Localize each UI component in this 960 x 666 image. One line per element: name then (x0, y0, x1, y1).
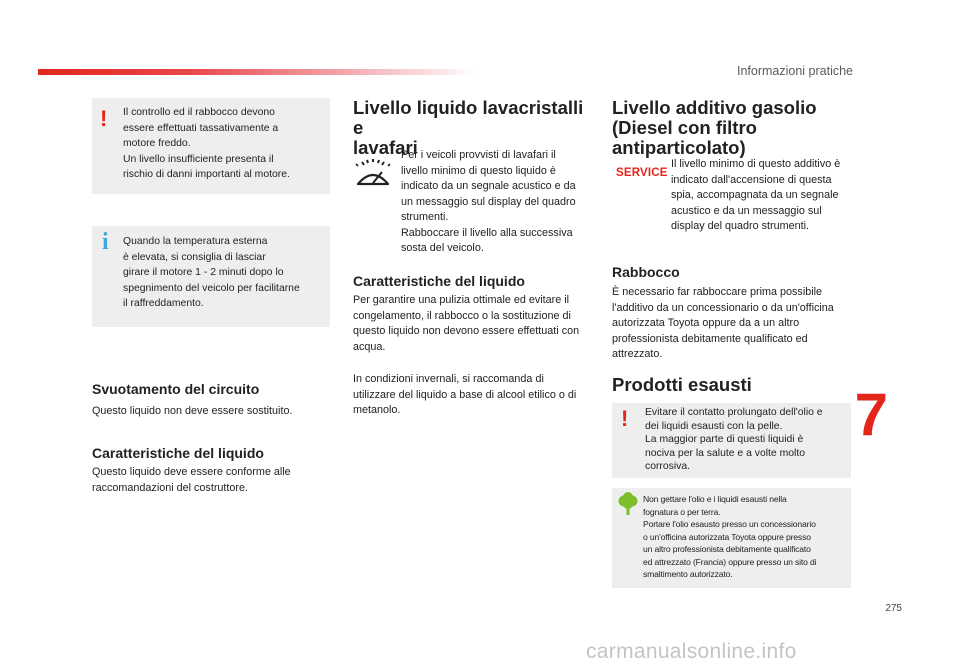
info-icon: i (102, 229, 109, 255)
section-text-svuotamento: Questo liquido non deve essere sostituito. (92, 405, 293, 417)
environment-text: Non gettare l'olio e i liquidi esausti nella fognatura o per terra. Portare l'olio esausto presso un concessionario o un'officina autorizzata Toyota oppure presso un altro professionista debitamente qualificato ed attrezzato (Francia) oppure presso un sito di smaltimento autorizzato. (643, 494, 817, 579)
section-title-prodotti-esausti: Prodotti esausti (612, 374, 752, 395)
prodotti-warning-text: Evitare il contatto prolungato dell'olio e dei liquidi esausti con la pelle. La maggior parte di questi liquidi è nociva per la salute e a volte molto corrosiva. (645, 407, 823, 472)
section-title-caratteristiche-left: Caratteristiche del liquido (92, 445, 264, 461)
warning-box-engine-cold (92, 98, 330, 194)
watermark: carmanualsonline.info (586, 640, 797, 663)
caratteristiche-middle-para1: Per garantire una pulizia ottimale ed evitare il congelamento, il rabbocco o la sostituzione di questo liquido non devono essere effettuati con acqua. (353, 294, 580, 353)
additivo-intro-text: Il livello minimo di questo additivo è indicato dall'accensione di questa spia, accompagnata da un segnale acustico e da un messaggio sul display del quadro strumenti. (671, 158, 841, 232)
washer-fluid-icon (352, 150, 394, 190)
warning-box-prodotti-esausti (612, 403, 851, 478)
warning-text: Il controllo ed il rabbocco devono essere effettuati tassativamente a motore freddo. Un livello insufficiente presenta il rischio di danni importanti al motore. (123, 107, 290, 180)
info-box-temperature (92, 226, 330, 327)
rabbocco-text: È necessario far rabboccare prima possibile l'additivo da un concessionario o da un'officina autorizzata Toyota oppure da a un altro professionista debitamente qualificato ed attrezzato. (612, 286, 834, 360)
tree-eco-icon (617, 492, 639, 516)
page-header-title: Informazioni pratiche (736, 64, 853, 78)
warning-icon: ! (621, 406, 629, 431)
warning-icon: ! (100, 106, 108, 131)
section-text-caratteristiche-left: Questo liquido deve essere conforme alle raccomandazioni del costruttore. (92, 466, 291, 494)
section-title-additivo-gasolio: Livello additivo gasolio (Diesel con filtro antiparticolato) (612, 97, 817, 158)
lavacristalli-intro-text: Per i veicoli provvisti di lavafari il livello minimo di questo liquido è indicato da un segnale acustico e da un messaggio sul display del quadro strumenti. Rabboccare il livello alla successiva sosta del veicolo. (401, 149, 576, 254)
section-title-rabbocco: Rabbocco (612, 264, 680, 280)
environment-box (612, 488, 851, 588)
chapter-number: 7 (854, 381, 888, 448)
service-warning-icon: SERVICE (616, 167, 668, 179)
caratteristiche-middle-para2: In condizioni invernali, si raccomanda di utilizzare del liquido a base di alcool etilico o di metanolo. (353, 373, 577, 416)
page-number: 275 (885, 603, 902, 614)
info-text: Quando la temperatura esterna è elevata, si consiglia di lasciar girare il motore 1 - 2 minuti dopo lo spegnimento del veicolo per facilitarne il raffreddamento. (123, 236, 300, 309)
section-title-svuotamento: Svuotamento del circuito (92, 381, 260, 397)
header-accent-bar (38, 69, 478, 75)
section-title-caratteristiche-middle: Caratteristiche del liquido (353, 273, 525, 289)
section-title-lavacristalli: Livello liquido lavacristalli e lavafari (353, 97, 584, 158)
